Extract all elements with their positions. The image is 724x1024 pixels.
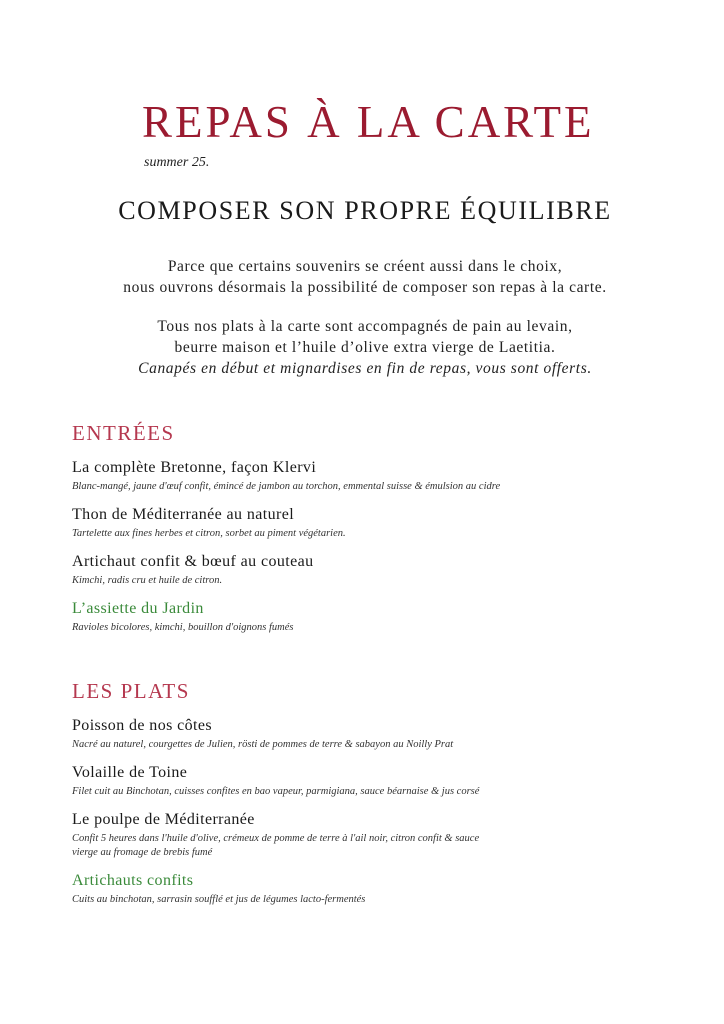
dish-name: La complète Bretonne, façon Klervi [72,459,317,476]
dish-name: Artichaut confit & bœuf au couteau [72,553,314,570]
dish-description: Ravioles bicolores, kimchi, bouillon d'oignons fumés [72,622,294,633]
dish-description: Cuits au binchotan, sarrasin soufflé et jus de légumes lacto-fermentés [72,894,366,905]
dish-item-vegetarian [72,599,672,635]
dish-description: Confit 5 heures dans l'huile d'olive, crémeux de pomme de terre à l'ail noir, citron confit & sauce vierge au fromage de brebis fumé [72,833,480,858]
section-entrees [72,420,672,646]
section-title: LES PLATS [72,679,190,703]
dish-item [72,505,672,541]
dish-name: L’assiette du Jardin [72,600,204,617]
dish-item [72,716,672,752]
dish-item [72,458,672,494]
intro-line: Canapés en début et mignardises en fin de repas, vous sont offerts. [138,360,592,377]
dish-item-vegetarian [72,871,672,907]
dish-name: Artichauts confits [72,872,194,889]
dish-description: Kimchi, radis cru et huile de citron. [72,575,223,586]
dish-name: Le poulpe de Méditerranée [72,811,255,828]
intro-line: Parce que certains souvenirs se créent aussi dans le choix, [167,258,563,275]
dish-item [72,763,672,799]
section-heading: COMPOSER SON PROPRE ÉQUILIBRE [118,196,612,225]
intro-paragraph-2 [0,316,724,379]
intro-line: nous ouvrons désormais la possibilité de composer son repas à la carte. [123,279,607,296]
dish-item [72,810,672,860]
dish-description: Nacré au naturel, courgettes de Julien, rösti de pommes de terre & sabayon au Noilly Prat [72,739,454,750]
intro-paragraph-1 [0,256,724,298]
intro-line: Tous nos plats à la carte sont accompagnés de pain au levain, [157,318,573,335]
season-subtitle: summer 25. [144,155,210,170]
dish-name: Volaille de Toine [72,764,188,781]
dish-name: Poisson de nos côtes [72,717,212,734]
dish-description: Filet cuit au Binchotan, cuisses confites en bao vapeur, parmigiana, sauce béarnaise & jus corsé [72,786,480,797]
dish-name: Thon de Méditerranée au naturel [72,506,295,523]
dish-description: Blanc-mangé, jaune d'œuf confit, émincé de jambon au torchon, emmental suisse & émulsion au cidre [72,481,501,492]
dish-description: Tartelette aux fines herbes et citron, sorbet au piment végétarien. [72,528,346,539]
section-title: ENTRÉES [72,421,175,445]
page-title: REPAS À LA CARTE [142,97,595,147]
dish-item [72,552,672,588]
section-plats [72,678,672,918]
intro-line: beurre maison et l’huile d’olive extra vierge de Laetitia. [174,339,556,356]
